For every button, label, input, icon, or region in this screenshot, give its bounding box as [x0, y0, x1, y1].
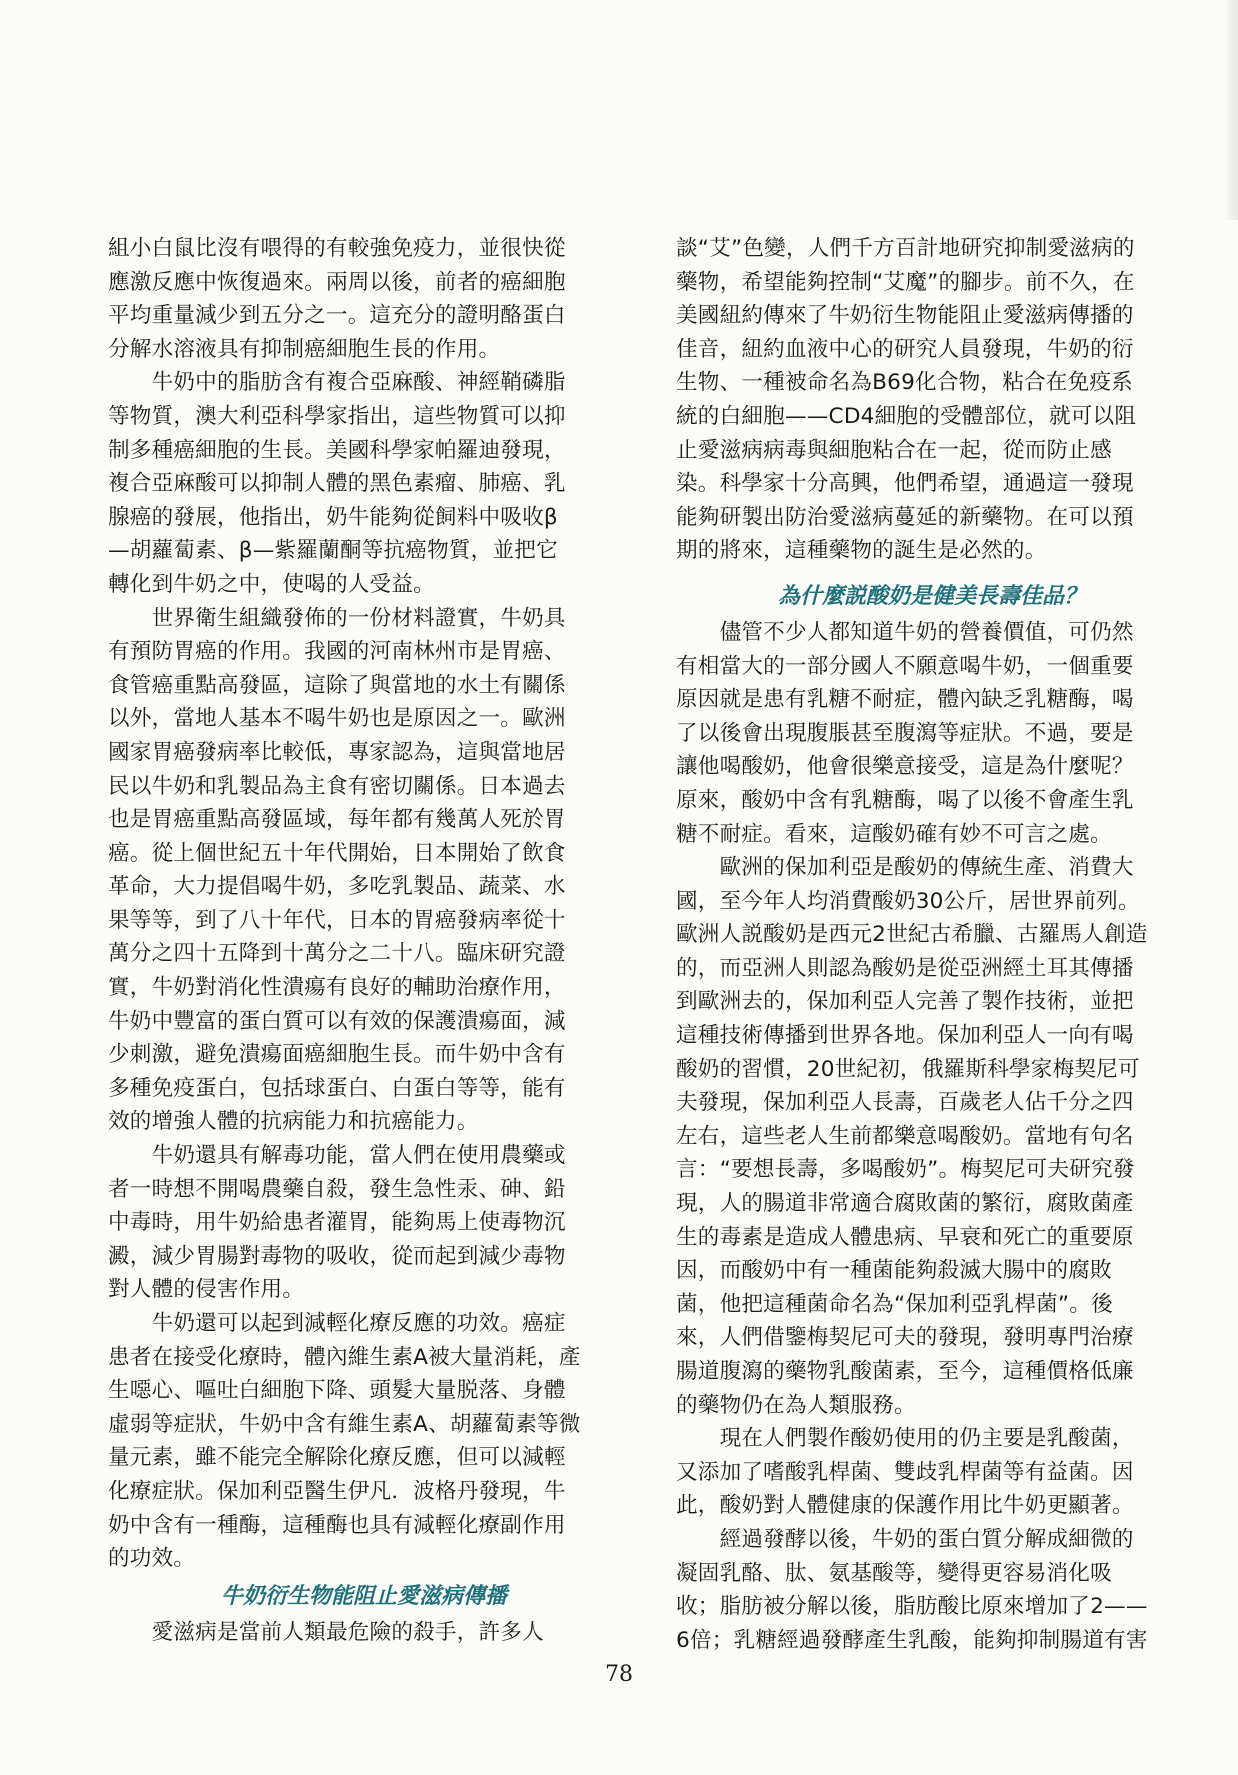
section-heading-yogurt: 為什麼説酸奶是健美長壽佳品？: [777, 582, 1086, 609]
text-line: 現在人們製作酸奶使用的仍主要是乳酸菌，: [676, 1426, 1134, 1452]
text-line: 佳音，紐約血液中心的研究人員發現，牛奶的衍: [676, 336, 1134, 362]
text-line: 又添加了嗜酸乳桿菌、雙歧乳桿菌等有益菌。因: [676, 1459, 1134, 1485]
text-line: 到歐洲去的，保加利亞人完善了製作技術，並把: [676, 989, 1134, 1015]
text-line: 腸道腹瀉的藥物乳酸菌素，至今，這種價格低廉: [676, 1359, 1134, 1384]
text-line: 實，牛奶對消化性潰瘍有良好的輔助治療作用，: [108, 975, 566, 1001]
text-line: 能夠研製出防治愛滋病蔓延的新藥物。在可以預: [676, 504, 1134, 530]
text-line: 應激反應中恢復過來。兩周以後，前者的癌細胞: [108, 269, 566, 295]
text-line: 現，人的腸道非常適合腐敗菌的繁衍，腐敗菌產: [676, 1191, 1134, 1217]
scan-edge-shadow: [1224, 0, 1238, 220]
text-line: 歐洲人説酸奶是西元2世紀古希臘、古羅馬人創造: [676, 922, 1148, 948]
text-line: 生噁心、嘔吐白細胞下降、頭髮大量脱落、身體: [108, 1378, 566, 1404]
text-line: 牛奶中豐富的蛋白質可以有效的保護潰瘍面，減: [108, 1008, 566, 1034]
text-line: 以外，當地人基本不喝牛奶也是原因之一。歐洲: [108, 706, 566, 732]
text-line: 原因就是患有乳糖不耐症，體內缺乏乳糖酶，喝: [676, 687, 1134, 713]
text-line: 糖不耐症。看來，這酸奶確有妙不可言之處。: [676, 821, 1112, 847]
text-line: 虛弱等症狀，牛奶中含有維生素A、胡蘿蔔素等微: [108, 1411, 581, 1437]
text-line: 者一時想不開喝農藥自殺，發生急性汞、砷、鉛: [108, 1176, 566, 1202]
text-line: 對人體的侵害作用。: [108, 1277, 305, 1303]
text-line: 萬分之四十五降到十萬分之二十八。臨床研究證: [108, 941, 566, 967]
text-line: 歐洲的保加利亞是酸奶的傳統生產、消費大: [676, 855, 1134, 881]
text-line: 菌，他把這種菌命名為“保加利亞乳桿菌”。後: [676, 1291, 1113, 1317]
text-line: 的藥物仍在為人類服務。: [676, 1392, 916, 1418]
text-line: 藥物，希望能夠控制“艾魔”的腳步。前不久，在: [676, 269, 1135, 295]
text-line: 止愛滋病病毒與細胞粘合在一起，從而防止感: [676, 437, 1112, 463]
text-line: 患者在接受化療時，體內維生素A被大量消耗，產: [108, 1344, 581, 1370]
text-line: 生物、一種被命名為B69化合物，粘合在免疫系: [676, 370, 1133, 396]
text-line: 左右，這些老人生前都樂意喝酸奶。當地有句名: [676, 1123, 1134, 1149]
text-line: 言：“要想長壽，多喝酸奶”。梅契尼可夫研究發: [676, 1157, 1135, 1183]
text-line: 美國紐約傳來了牛奶衍生物能阻止愛滋病傳播的: [676, 303, 1134, 329]
text-line: 效的增強人體的抗病能力和抗癌能力。: [108, 1109, 479, 1135]
left-text-column: [108, 232, 620, 1649]
text-line: 收；脂肪被分解以後，脂肪酸比原來增加了2——: [676, 1594, 1148, 1620]
right-body-text: [676, 232, 1188, 568]
text-line: 少刺激，避免潰瘍面癌細胞生長。而牛奶中含有: [108, 1042, 566, 1068]
text-line: 談“艾”色變，人們千方百計地研究抑制愛滋病的: [676, 236, 1135, 261]
text-line: 食管癌重點高發區，這除了與當地的水土有關係: [108, 672, 566, 698]
text-line: 有預防胃癌的作用。我國的河南林州市是胃癌、: [108, 639, 566, 665]
text-line: 平均重量減少到五分之一。這充分的證明酪蛋白: [108, 303, 566, 329]
text-line: 也是胃癌重點高發區域，每年都有幾萬人死於胃: [108, 807, 566, 833]
page-number: 78: [605, 1662, 633, 1687]
text-line: 期的將來，這種藥物的誕生是必然的。: [676, 538, 1047, 564]
text-line: 生的毒素是造成人體患病、早衰和死亡的重要原: [676, 1224, 1134, 1250]
text-line: 分解水溶液具有抑制癌細胞生長的作用。: [108, 336, 501, 362]
text-line: 經過發酵以後，牛奶的蛋白質分解成細微的: [676, 1526, 1134, 1552]
text-line: 腺癌的發展，他指出，奶牛能夠從飼料中吸收β: [108, 504, 558, 530]
text-line: 果等等，到了八十年代，日本的胃癌發病率從十: [108, 907, 566, 933]
text-line: 國，至今年人均消費酸奶30公斤，居世界前列。: [676, 888, 1140, 914]
text-line: 讓他喝酸奶，他會很樂意接受，這是為什麼呢？: [676, 754, 1134, 780]
text-line: 酸奶的習慣，20世紀初，俄羅斯科學家梅契尼可: [676, 1056, 1140, 1082]
text-line: 了以後會出現腹脹甚至腹瀉等症狀。不過，要是: [676, 720, 1134, 746]
right-after-heading-text: [676, 616, 1188, 1657]
text-line: 奶中含有一種酶，這種酶也具有減輕化療副作用: [108, 1512, 566, 1538]
text-line: 等物質，澳大利亞科學家指出，這些物質可以抑: [108, 403, 566, 429]
text-line: 6倍；乳糖經過發酵產生乳酸，能夠抑制腸道有害: [676, 1627, 1148, 1653]
text-line: 組小白鼠比沒有喂得的有較強免疫力，並很快從: [108, 236, 566, 261]
text-line: 來，人們借鑒梅契尼可夫的發現，發明專門治療: [676, 1325, 1134, 1351]
text-line: 儘管不少人都知道牛奶的營養價值，可仍然: [676, 619, 1134, 645]
text-line: 這種技術傳播到世界各地。保加利亞人一向有喝: [676, 1023, 1134, 1049]
text-line: 染。科學家十分高興，他們希望，通過這一發現: [676, 471, 1134, 497]
left-after-heading-text: [108, 1616, 620, 1650]
text-line: 癌。從上個世紀五十年代開始，日本開始了飲食: [108, 840, 566, 866]
text-line: 原來，酸奶中含有乳糖酶，喝了以後不會產生乳: [676, 787, 1134, 813]
text-line: 澱，減少胃腸對毒物的吸收，從而起到減少毒物: [108, 1243, 566, 1269]
text-line: 牛奶還具有解毒功能，當人們在使用農藥或: [108, 1143, 566, 1169]
text-line: 夫發現，保加利亞人長壽，百歲老人佔千分之四: [676, 1090, 1134, 1116]
right-text-column: [676, 232, 1188, 1657]
text-line: 因，而酸奶中有一種菌能夠殺滅大腸中的腐敗: [676, 1258, 1112, 1284]
section-heading-aids: 牛奶衍生物能阻止愛滋病傳播: [220, 1582, 507, 1609]
text-line: 民以牛奶和乳製品為主食有密切關係。日本過去: [108, 773, 566, 799]
text-line: —胡蘿蔔素、β—紫羅蘭酮等抗癌物質，並把它: [108, 538, 558, 564]
text-line: 轉化到牛奶之中，使喝的人受益。: [108, 571, 435, 597]
text-line: 量元素，雖不能完全解除化療反應，但可以減輕: [108, 1445, 566, 1471]
text-line: 統的白細胞——CD4細胞的受體部位，就可以阻: [676, 403, 1137, 429]
text-line: 凝固乳酪、肽、氨基酸等，變得更容易消化吸: [676, 1560, 1112, 1586]
text-line: 愛滋病是當前人類最危險的殺手，許多人: [108, 1619, 544, 1645]
text-line: 牛奶還可以起到減輕化療反應的功效。癌症: [108, 1311, 566, 1336]
text-line: 複合亞麻酸可以抑制人體的黑色素瘤、肺癌、乳: [108, 471, 566, 497]
text-line: 有相當大的一部分國人不願意喝牛奶，一個重要: [676, 653, 1134, 679]
text-line: 的，而亞洲人則認為酸奶是從亞洲經土耳其傳播: [676, 955, 1134, 981]
text-line: 世界衛生組織發佈的一份材料證實，牛奶具: [108, 605, 566, 631]
text-line: 中毒時，用牛奶給患者灌胃，能夠馬上使毒物沉: [108, 1210, 566, 1236]
text-line: 多種免疫蛋白，包括球蛋白、白蛋白等等，能有: [108, 1075, 566, 1101]
text-line: 國家胃癌發病率比較低，專家認為，這與當地居: [108, 739, 566, 765]
text-line: 的功效。: [108, 1546, 196, 1572]
text-line: 革命，大力提倡喝牛奶，多吃乳製品、蔬菜、水: [108, 874, 566, 900]
text-line: 牛奶中的脂肪含有複合亞麻酸、神經鞘磷脂: [108, 370, 566, 396]
left-body-text: [108, 232, 620, 1576]
text-line: 此，酸奶對人體健康的保護作用比牛奶更顯著。: [676, 1493, 1134, 1519]
text-line: 制多種癌細胞的生長。美國科學家帕羅迪發現，: [108, 437, 566, 463]
text-line: 化療症狀。保加利亞醫生伊凡．波格丹發現，牛: [108, 1478, 566, 1504]
